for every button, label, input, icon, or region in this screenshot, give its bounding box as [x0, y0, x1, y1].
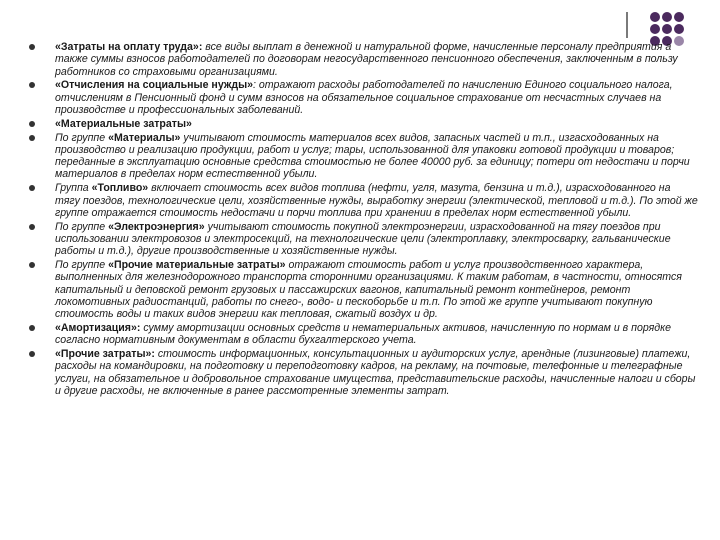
list-item: «Отчисления на социальные нужды»: отражают расходы работодателей по начислению Единого социального налога, отчислениям в Пенсионный фонд и сумм взносов на обязательное социальное страхование от несчастных случаев на производстве и профессиональных заболеваний. — [22, 79, 698, 116]
list-item: «Амортизация»: сумму амортизации основных средств и нематериальных активов, начисленную по нормам и в порядке согласно нормативным документам в области бухгалтерского учета. — [22, 322, 698, 347]
list-item: По группе «Электроэнергия» учитывают стоимость покупной электроэнергии, израсходованной на тягу поездов при использовании электровозов и электросекций, на технологические цели (электроплавку, электросварку, гальванические работы и т.д.), другие производственные и хозяйственные нужды. — [22, 221, 698, 258]
dot — [650, 12, 660, 22]
dot — [662, 12, 672, 22]
decorative-vertical-line — [626, 12, 628, 38]
list-item: По группе «Прочие материальные затраты» отражают стоимость работ и услуг производственного характера, выполненных для железнодорожного транспорта сторонними организациями. К таким работам, в частности, относятся капитальный и деповской ремонт грузовых и пассажирских вагонов, капитальный ремонт контейнеров, ремонт локомотивных радиостанций, работы по снего-, водо- и пескоборьбе и т.п. По этой же группе учитывают покупную стоимость воды и таких видов энергии как тепловая, сжатый воздух и др. — [22, 259, 698, 320]
dot — [662, 24, 672, 34]
list-item: «Затраты на оплату труда»: все виды выплат в денежной и натуральной форме, начисленные персоналу предприятия а также суммы взносов работодателей по договорам негосударственного пенсионного обеспечения, заключенным в пользу работников со страховыми организациями. — [22, 41, 698, 78]
dot-spacer — [638, 12, 648, 22]
dot-spacer — [638, 24, 648, 34]
list-item: По группе «Материалы» учитывают стоимость материалов всех видов, запасных частей и т.п., изгасходованных на производство и реализацию продукции, работ и услуг; тары, использованной для упаковки готовой продукции и товаров; переданные в эксплуатацию основные средства стоимостью не более 40000 руб. за единицу; потери от недостачи и порчи материалов в пределах норм естественной убыли. — [22, 132, 698, 181]
dot — [650, 24, 660, 34]
list-item: Группа «Топливо» включает стоимость всех видов топлива (нефти, угля, мазута, бензина и т.д.), израсходованного на тягу поездов, технологические цели, хозяйственные нужды, выработку энергии (электической, тепловой и т.д.). По этой же группе отражается стоимость недостачи и порчи топлива при хранении в пределах норм естественной убыли. — [22, 182, 698, 219]
cost-elements-list — [22, 41, 698, 399]
list-item: «Прочие затраты»: стоимость информационных, консультационных и аудиторских услуг, арендные (лизинговые) платежи, расходы на командировки, на подготовку и переподготовку кадров, на рекламу, на почтовые, телефонные и телеграфные услуги, на обязательное и добровольное страхование имущества, представительские расходы, начисленные налоги и сборы и другие расходы, не включенные в ранее рассмотренные элементы затрат. — [22, 348, 698, 397]
dot — [674, 12, 684, 22]
dot — [674, 24, 684, 34]
list-item: «Материальные затраты» — [22, 118, 698, 130]
